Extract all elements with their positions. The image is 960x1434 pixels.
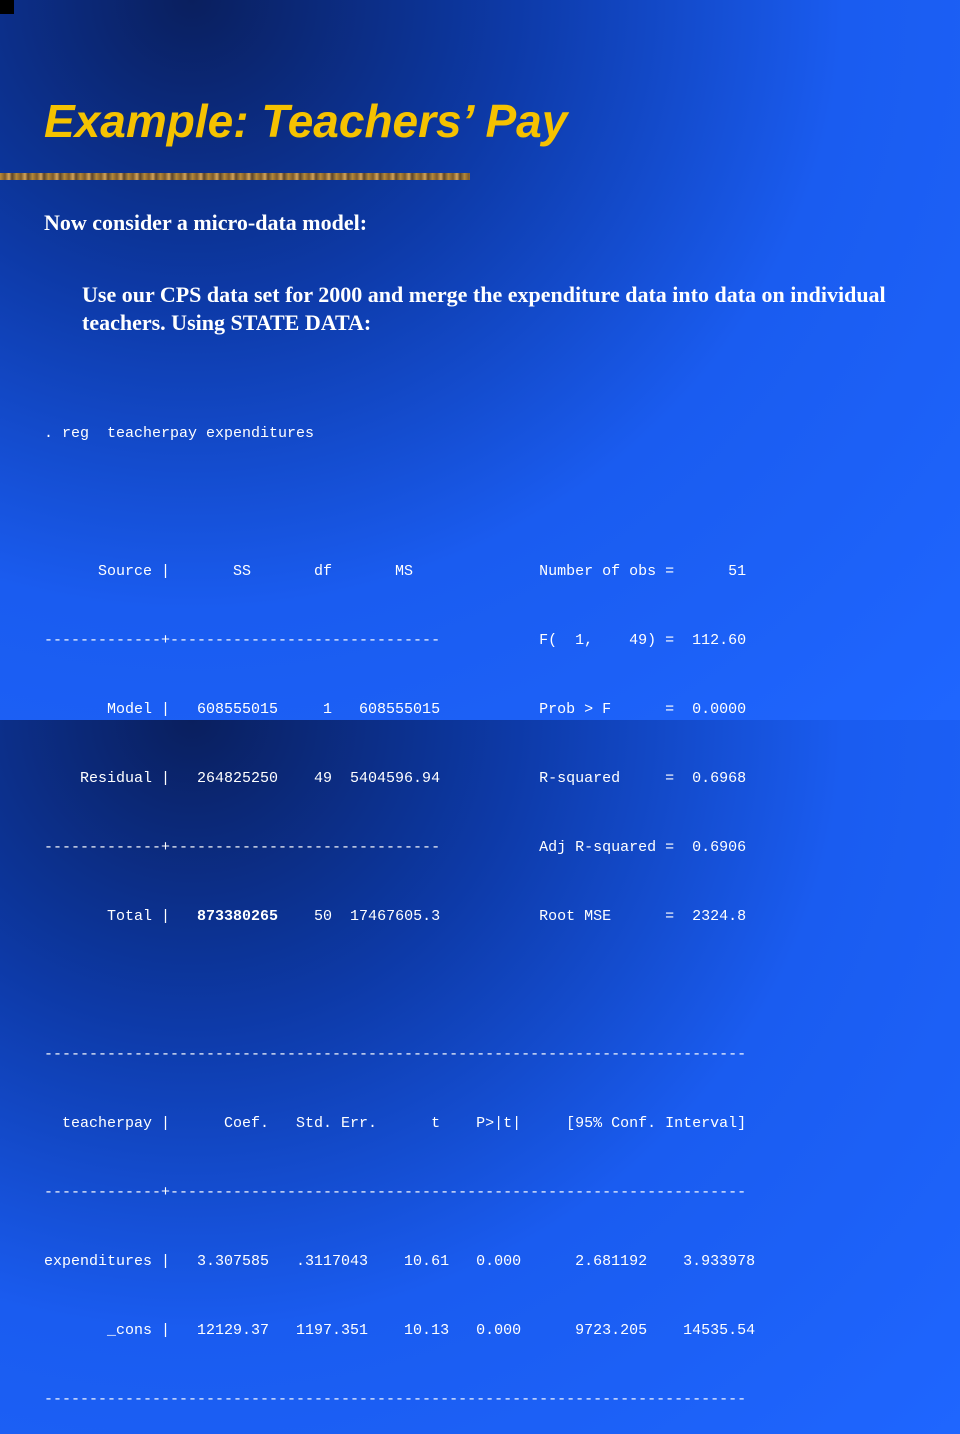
title-divider bbox=[0, 173, 470, 180]
regression-output bbox=[44, 376, 755, 1434]
slide-title: Example: Teachers’ Pay bbox=[44, 95, 568, 147]
cons-row: _cons | 12129.37 1197.351 10.13 0.000 9723.205 14535.54 bbox=[44, 1322, 756, 1339]
separator-line: -------------+---------------------------------------------------------------- bbox=[44, 1184, 747, 1201]
expenditures-row: expenditures | 3.307585 .3117043 10.61 0.000 2.681192 3.933978 bbox=[44, 1253, 756, 1270]
table-rule-top: ------------------------------------------------------------------------------ bbox=[44, 1046, 747, 1063]
blank-line bbox=[44, 491, 755, 514]
model-row: Model | 608555015 1 608555015 Prob > F = 0.0000 bbox=[44, 701, 747, 718]
table-rule-bottom: ------------------------------------------------------------------------------ bbox=[44, 1391, 747, 1408]
total-rest: 50 17467605.3 Root MSE = 2324.8 bbox=[278, 908, 747, 925]
anova-header-row: Source | SS df MS Number of obs = 51 bbox=[44, 563, 747, 580]
total-row bbox=[44, 905, 755, 928]
slide-bullet: Use our CPS data set for 2000 and merge the expenditure data into data on individual teachers. Using STATE DATA: bbox=[82, 282, 886, 335]
residual-row: Residual | 264825250 49 5404596.94 R-squared = 0.6968 bbox=[44, 770, 747, 787]
separator-line: -------------+------------------------------ F( 1, 49) = 112.60 bbox=[44, 632, 747, 649]
total-ss-value: 873380265 bbox=[197, 908, 279, 925]
separator-line: -------------+------------------------------ Adj R-squared = 0.6906 bbox=[44, 839, 747, 856]
total-prefix: Total | bbox=[44, 908, 198, 925]
slide-subtitle: Now consider a micro-data model: bbox=[44, 210, 368, 235]
corner-mark bbox=[0, 0, 14, 14]
reg-command: . reg teacherpay expenditures bbox=[44, 425, 315, 442]
coef-header-row: teacherpay | Coef. Std. Err. t P>|t| [95% Conf. Interval] bbox=[44, 1115, 747, 1132]
blank-line bbox=[44, 974, 755, 997]
